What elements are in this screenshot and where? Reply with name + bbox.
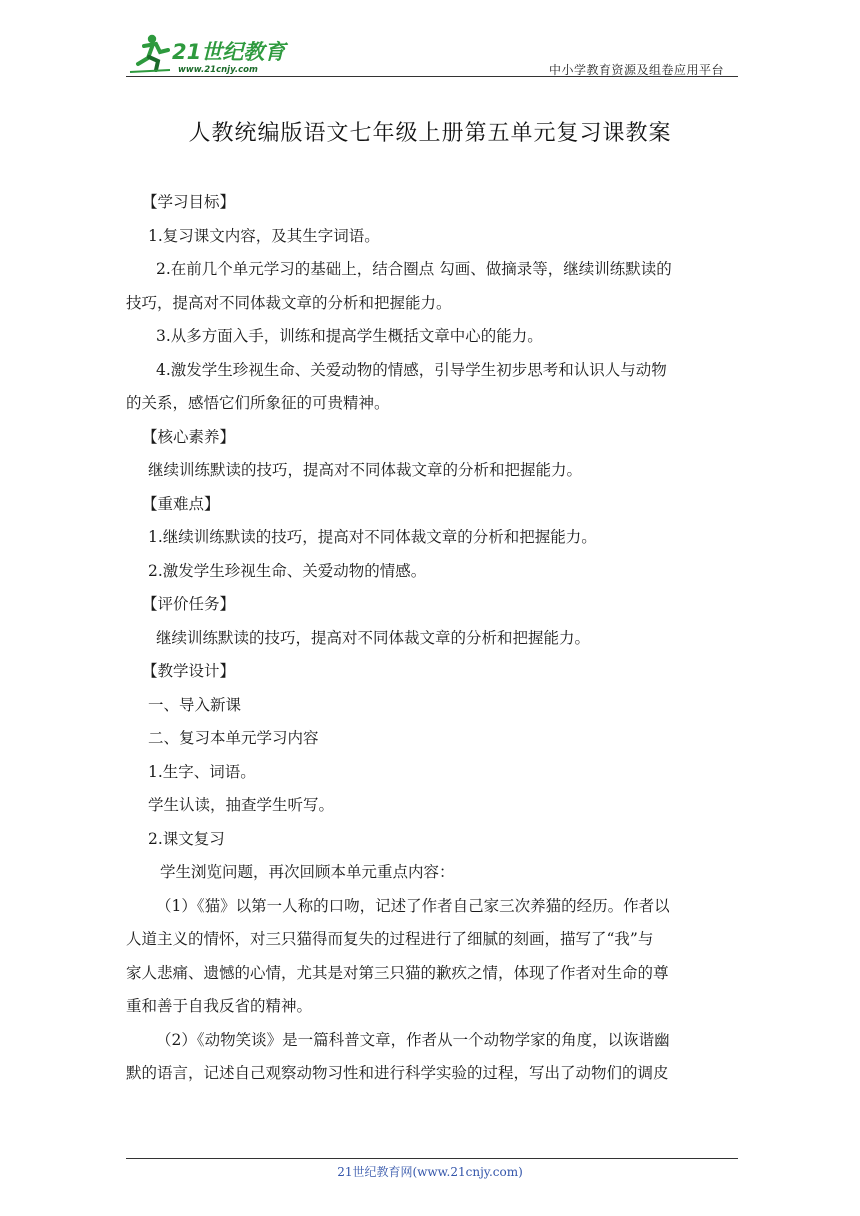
paragraph-line: 2.在前几个单元学习的基础上，结合圈点 勾画、做摘录等，继续训练默读的 — [156, 260, 672, 278]
paragraph-line: 技巧，提高对不同体裁文章的分析和把握能力。 — [126, 293, 452, 312]
footer-text: 21世纪教育网(www.21cnjy.com) — [337, 1165, 523, 1179]
runner-logo-icon — [126, 30, 296, 76]
logo-url: www.21cnjy.com — [178, 65, 258, 75]
paragraph-line: 继续训练默读的技巧，提高对不同体裁文章的分析和把握能力。 — [156, 628, 591, 647]
section-heading: 【核心素养】 — [142, 427, 236, 446]
platform-label: 中小学教育资源及组卷应用平台 — [548, 63, 724, 77]
document-title: 人教统编版语文七年级上册第五单元复习课教案 — [188, 121, 672, 146]
paragraph-line: 1.生字、词语。 — [148, 762, 256, 781]
paragraph-line: 继续训练默读的技巧，提高对不同体裁文章的分析和把握能力。 — [148, 461, 583, 479]
paragraph-line: 一、导入新课 — [148, 695, 242, 714]
paragraph-line: 家人悲痛、遗憾的心情，尤其是对第三只猫的歉疚之情，体现了作者对生命的尊 — [126, 963, 669, 982]
paragraph-line: 2.激发学生珍视生命、关爱动物的情感。 — [148, 561, 427, 580]
paragraph-line: 默的语言，记述自己观察动物习性和进行科学实验的过程，写出了动物们的调皮 — [126, 1064, 669, 1082]
logo-text: 21世纪教育 — [172, 40, 286, 64]
paragraph-line: 2.课文复习 — [148, 829, 225, 848]
logo — [126, 30, 296, 76]
paragraph-line: 1.继续训练默读的技巧，提高对不同体裁文章的分析和把握能力。 — [148, 528, 597, 546]
header-divider — [126, 76, 738, 77]
paragraph-line: 重和善于自我反省的精神。 — [126, 997, 313, 1015]
paragraph-line: （2）《动物笑谈》是一篇科普文章，作者从一个动物学家的角度，以诙谐幽 — [156, 1030, 670, 1049]
section-heading: 【评价任务】 — [142, 595, 236, 613]
paragraph-line: 的关系，感悟它们所象征的可贵精神。 — [126, 394, 390, 412]
section-heading: 【重难点】 — [142, 494, 220, 513]
section-heading: 【学习目标】 — [142, 193, 236, 211]
paragraph-line: 3.从多方面入手，训练和提高学生概括文章中心的能力。 — [156, 327, 543, 345]
paragraph-line: 学生浏览问题，再次回顾本单元重点内容： — [160, 863, 455, 881]
footer-divider — [126, 1158, 738, 1159]
paragraph-line: 学生认读，抽查学生听写。 — [148, 796, 335, 814]
paragraph-line: 1.复习课文内容，及其生字词语。 — [148, 226, 380, 245]
section-heading: 【教学设计】 — [142, 662, 236, 680]
paragraph-line: 人道主义的情怀，对三只猫得而复失的过程进行了细腻的刻画，描写了“我”与 — [126, 930, 654, 948]
paragraph-line: 二、复习本单元学习内容 — [148, 729, 319, 747]
page-header — [126, 30, 738, 80]
paragraph-line: （1）《猫》以第一人称的口吻，记述了作者自己家三次养猫的经历。作者以 — [156, 896, 670, 915]
paragraph-line: 4.激发学生珍视生命、关爱动物的情感，引导学生初步思考和认识人与动物 — [156, 360, 667, 379]
document-body — [126, 186, 738, 1091]
